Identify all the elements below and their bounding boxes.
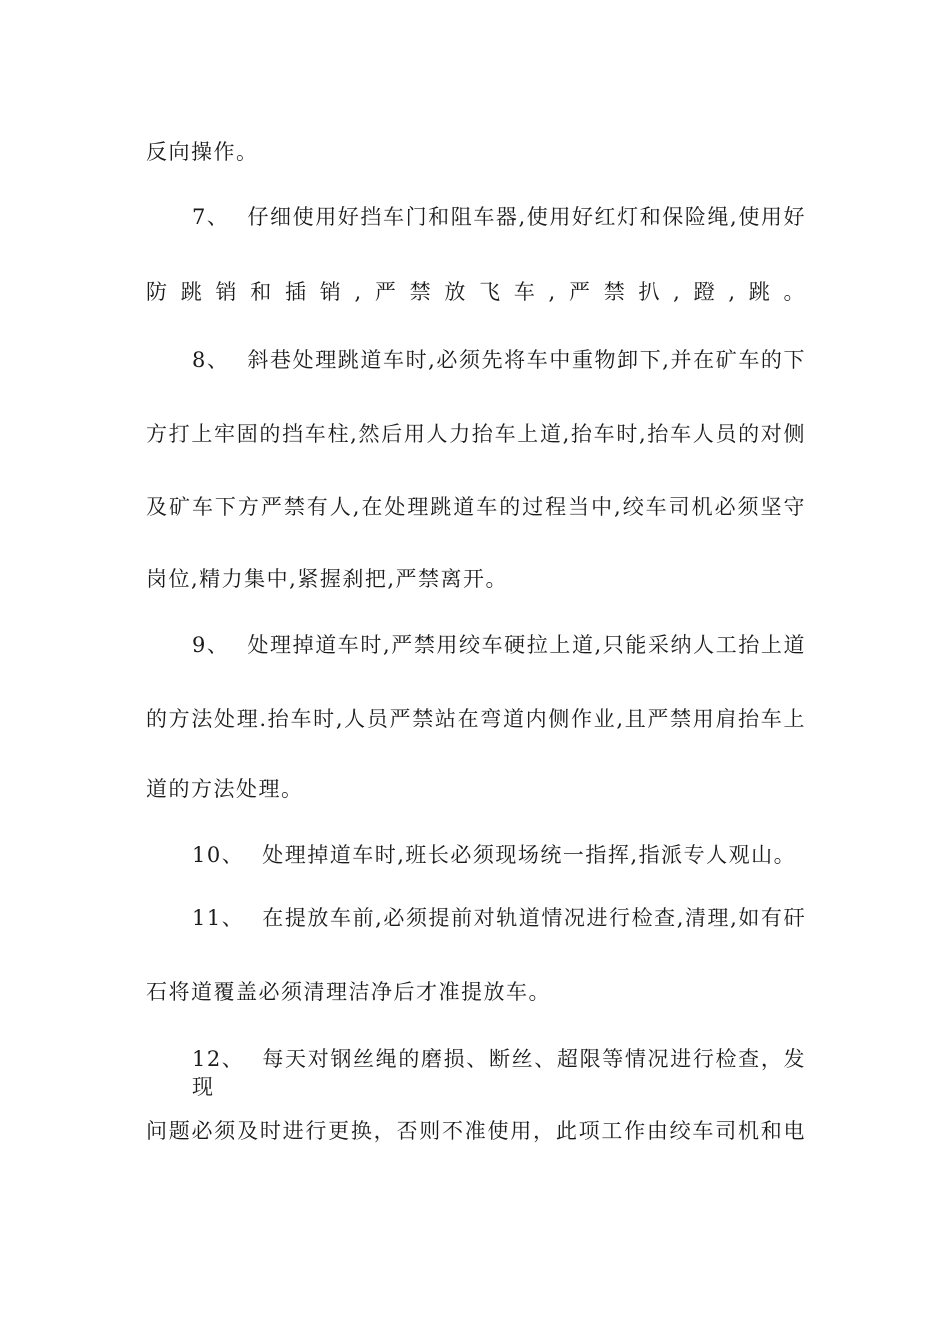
line-text: 处理掉道车时,班长必须现场统一指挥,指派专人观山。 xyxy=(262,843,797,867)
line-text: 反向操作。 xyxy=(146,140,259,164)
line-text: 及矿车下方严禁有人,在处理跳道车的过程当中,绞车司机必须坚守 xyxy=(146,495,806,519)
text-line xyxy=(146,493,806,521)
list-item-7 xyxy=(192,203,806,231)
line-text: 斜巷处理跳道车时,必须先将车中重物卸下,并在矿车的下 xyxy=(247,348,806,372)
list-item-11 xyxy=(192,904,806,932)
text-line xyxy=(146,278,806,306)
line-text: 每天对钢丝绳的磨损、断丝、超限等情况进行检查，发现 xyxy=(192,1047,806,1099)
text-line xyxy=(146,138,806,166)
item-number: 7、 xyxy=(192,205,230,229)
line-text: 岗位,精力集中,紧握刹把,严禁离开。 xyxy=(146,567,509,591)
item-number: 8、 xyxy=(192,348,230,372)
text-line xyxy=(146,565,806,593)
text-line xyxy=(146,705,806,733)
list-item-9 xyxy=(192,631,806,659)
text-line xyxy=(146,420,806,448)
text-line xyxy=(146,1117,806,1145)
line-text: 防跳销和插销,严禁放飞车,严禁扒,蹬,跳。 xyxy=(146,280,806,304)
line-text: 在提放车前,必须提前对轨道情况进行检查,清理,如有矸 xyxy=(262,906,806,930)
list-item-12 xyxy=(192,1045,806,1101)
item-number: 10、 xyxy=(192,843,245,867)
line-text: 方打上牢固的挡车柱,然后用人力抬车上道,抬车时,抬车人员的对侧 xyxy=(146,422,806,446)
list-item-8 xyxy=(192,346,806,374)
item-number: 12、 xyxy=(192,1047,245,1071)
list-item-10 xyxy=(192,841,806,869)
text-line xyxy=(146,978,806,1006)
line-text: 问题必须及时进行更换，否则不准使用，此项工作由绞车司机和电 xyxy=(146,1119,806,1143)
line-text: 处理掉道车时,严禁用绞车硬拉上道,只能采纳人工抬上道 xyxy=(247,633,806,657)
line-text: 仔细使用好挡车门和阻车器,使用好红灯和保险绳,使用好 xyxy=(247,205,806,229)
item-number: 11、 xyxy=(192,906,245,930)
line-text: 的方法处理.抬车时,人员严禁站在弯道内侧作业,且严禁用肩抬车上 xyxy=(146,707,806,731)
line-text: 石将道覆盖必须清理洁净后才准提放车。 xyxy=(146,980,551,1004)
text-line xyxy=(146,775,806,803)
line-text: 道的方法处理。 xyxy=(146,777,304,801)
item-number: 9、 xyxy=(192,633,230,657)
